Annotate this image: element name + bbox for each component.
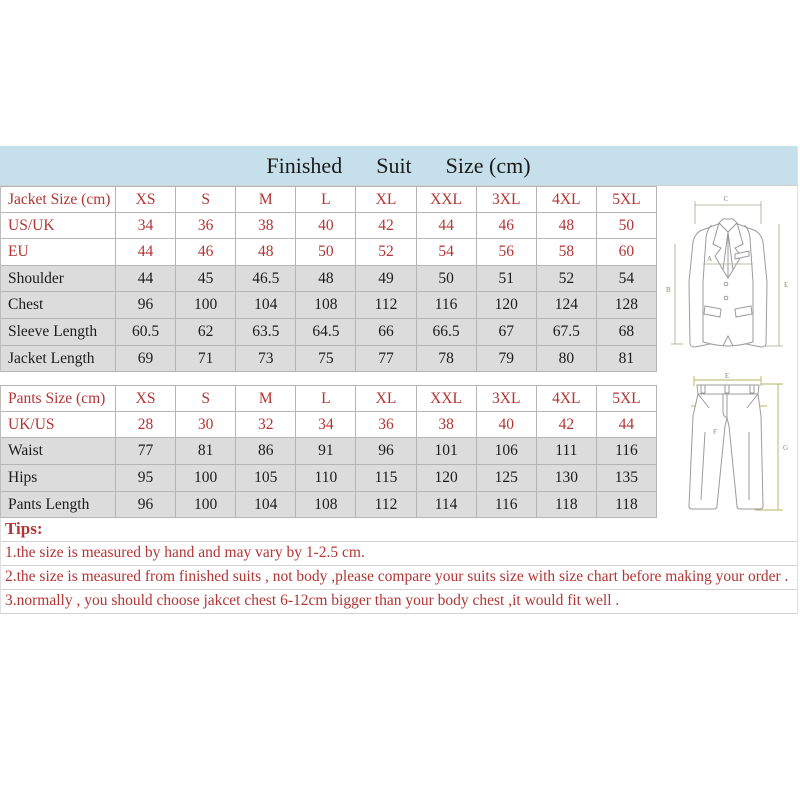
cell-value: 60.5 xyxy=(116,319,176,346)
cell-value: 49 xyxy=(356,266,416,293)
row-label: Shoulder xyxy=(1,266,116,293)
cell-value: 128 xyxy=(597,292,657,319)
cell-value: 91 xyxy=(296,438,356,465)
cell-value: 116 xyxy=(477,492,537,519)
cell-value: 34 xyxy=(116,213,176,240)
table-row xyxy=(1,239,657,266)
cell-value: 86 xyxy=(236,438,296,465)
table-row xyxy=(1,292,657,319)
cell-value: 130 xyxy=(537,465,597,492)
table-row xyxy=(1,465,657,492)
chart-title-word: Suit xyxy=(376,152,412,178)
cell-value: 105 xyxy=(236,465,296,492)
cell-value: 116 xyxy=(417,292,477,319)
cell-value: 46.5 xyxy=(236,266,296,293)
cell-value: 64.5 xyxy=(296,319,356,346)
cell-value: 50 xyxy=(296,239,356,266)
cell-value: 106 xyxy=(477,438,537,465)
cell-value: 46 xyxy=(176,239,236,266)
cell-value: 114 xyxy=(417,492,477,519)
cell-value: 120 xyxy=(477,292,537,319)
cell-value: 66.5 xyxy=(417,319,477,346)
cell-value: 28 xyxy=(116,412,176,439)
tip-line: 2.the size is measured from finished suits , not body ,please compare your suits size with size chart before making your order . xyxy=(1,566,797,590)
cell-value: 46 xyxy=(477,213,537,240)
row-label: Jacket Size (cm) xyxy=(1,186,116,213)
tip-line: 1.the size is measured by hand and may vary by 1-2.5 cm. xyxy=(1,542,797,566)
cell-value: 118 xyxy=(597,492,657,519)
svg-text:E: E xyxy=(784,281,789,289)
cell-value: 79 xyxy=(477,346,537,373)
cell-value: 36 xyxy=(176,213,236,240)
cell-value: 77 xyxy=(116,438,176,465)
table-row xyxy=(1,266,657,293)
svg-text:A: A xyxy=(707,255,713,263)
cell-value: 110 xyxy=(296,465,356,492)
svg-text:F: F xyxy=(713,428,717,436)
cell-value: 101 xyxy=(417,438,477,465)
cell-value: L xyxy=(296,385,356,412)
svg-text:C: C xyxy=(723,195,729,203)
table-row xyxy=(1,438,657,465)
cell-value: 125 xyxy=(477,465,537,492)
jacket-size-table xyxy=(0,186,657,372)
cell-value: 42 xyxy=(537,412,597,439)
cell-value: 135 xyxy=(597,465,657,492)
cell-value: 108 xyxy=(296,492,356,519)
tables-column xyxy=(0,186,657,518)
cell-value: 48 xyxy=(236,239,296,266)
cell-value: 5XL xyxy=(597,186,657,213)
row-label: Waist xyxy=(1,438,116,465)
cell-value: 66 xyxy=(356,319,416,346)
cell-value: XXL xyxy=(417,186,477,213)
table-row xyxy=(1,319,657,346)
cell-value: 4XL xyxy=(537,186,597,213)
row-label: Sleeve Length xyxy=(1,319,116,346)
row-label: Chest xyxy=(1,292,116,319)
cell-value: 44 xyxy=(417,213,477,240)
cell-value: 60 xyxy=(597,239,657,266)
size-chart-sheet xyxy=(0,146,798,614)
row-label: US/UK xyxy=(1,213,116,240)
cell-value: 115 xyxy=(356,465,416,492)
cell-value: L xyxy=(296,186,356,213)
cell-value: 3XL xyxy=(477,385,537,412)
cell-value: 104 xyxy=(236,492,296,519)
cell-value: 58 xyxy=(537,239,597,266)
chart-body xyxy=(0,186,797,518)
cell-value: 78 xyxy=(417,346,477,373)
tips-title: Tips: xyxy=(1,518,797,542)
cell-value: 96 xyxy=(116,292,176,319)
cell-value: XL xyxy=(356,186,416,213)
row-label: EU xyxy=(1,239,116,266)
cell-value: 67.5 xyxy=(537,319,597,346)
cell-value: 118 xyxy=(537,492,597,519)
table-row xyxy=(1,346,657,373)
cell-value: 38 xyxy=(236,213,296,240)
cell-value: 108 xyxy=(296,292,356,319)
cell-value: 96 xyxy=(356,438,416,465)
cell-value: 100 xyxy=(176,292,236,319)
cell-value: 95 xyxy=(116,465,176,492)
table-row xyxy=(1,213,657,240)
cell-value: 38 xyxy=(417,412,477,439)
cell-value: 52 xyxy=(537,266,597,293)
cell-value: 32 xyxy=(236,412,296,439)
svg-text:B: B xyxy=(666,286,671,294)
cell-value: 67 xyxy=(477,319,537,346)
svg-text:E: E xyxy=(724,372,730,380)
cell-value: 111 xyxy=(537,438,597,465)
svg-text:G: G xyxy=(783,444,789,452)
cell-value: 51 xyxy=(477,266,537,293)
cell-value: 44 xyxy=(116,266,176,293)
cell-value: 4XL xyxy=(537,385,597,412)
cell-value: 3XL xyxy=(477,186,537,213)
cell-value: 40 xyxy=(477,412,537,439)
cell-value: 81 xyxy=(176,438,236,465)
cell-value: 44 xyxy=(116,239,176,266)
row-label: Pants Size (cm) xyxy=(1,385,116,412)
cell-value: 30 xyxy=(176,412,236,439)
cell-value: 42 xyxy=(356,213,416,240)
cell-value: 96 xyxy=(116,492,176,519)
cell-value: 50 xyxy=(417,266,477,293)
table-row xyxy=(1,385,657,412)
cell-value: 77 xyxy=(356,346,416,373)
cell-value: 36 xyxy=(356,412,416,439)
tips-list xyxy=(1,542,797,614)
cell-value: 112 xyxy=(356,292,416,319)
table-row xyxy=(1,186,657,213)
cell-value: 40 xyxy=(296,213,356,240)
cell-value: 68 xyxy=(597,319,657,346)
cell-value: 73 xyxy=(236,346,296,373)
cell-value: 81 xyxy=(597,346,657,373)
row-label: Hips xyxy=(1,465,116,492)
cell-value: XS xyxy=(116,186,176,213)
cell-value: 54 xyxy=(417,239,477,266)
table-row xyxy=(1,412,657,439)
cell-value: M xyxy=(236,186,296,213)
cell-value: 34 xyxy=(296,412,356,439)
chart-title-word: Size (cm) xyxy=(445,152,531,178)
cell-value: 48 xyxy=(296,266,356,293)
cell-value: 45 xyxy=(176,266,236,293)
cell-value: 54 xyxy=(597,266,657,293)
cell-value: S xyxy=(176,385,236,412)
table-gap xyxy=(0,372,657,385)
cell-value: 120 xyxy=(417,465,477,492)
cell-value: 5XL xyxy=(597,385,657,412)
cell-value: 104 xyxy=(236,292,296,319)
cell-value: 50 xyxy=(597,213,657,240)
cell-value: 71 xyxy=(176,346,236,373)
cell-value: XS xyxy=(116,385,176,412)
cell-value: XL xyxy=(356,385,416,412)
jacket-diagram-icon xyxy=(657,186,797,372)
cell-value: 62 xyxy=(176,319,236,346)
cell-value: S xyxy=(176,186,236,213)
cell-value: M xyxy=(236,385,296,412)
cell-value: 112 xyxy=(356,492,416,519)
cell-value: 44 xyxy=(597,412,657,439)
tip-line: 3.normally , you should choose jakcet chest 6-12cm bigger than your body chest ,it would fit well . xyxy=(1,590,797,614)
row-label: Jacket Length xyxy=(1,346,116,373)
pants-size-table xyxy=(0,385,657,518)
chart-title xyxy=(0,146,797,186)
row-label: UK/US xyxy=(1,412,116,439)
cell-value: XXL xyxy=(417,385,477,412)
table-row xyxy=(1,492,657,519)
cell-value: 75 xyxy=(296,346,356,373)
cell-value: 48 xyxy=(537,213,597,240)
cell-value: 124 xyxy=(537,292,597,319)
cell-value: 116 xyxy=(597,438,657,465)
chart-title-word: Finished xyxy=(266,152,343,178)
figures-column xyxy=(657,186,797,518)
tips-section xyxy=(0,518,797,614)
cell-value: 100 xyxy=(176,465,236,492)
row-label: Pants Length xyxy=(1,492,116,519)
cell-value: 52 xyxy=(356,239,416,266)
cell-value: 80 xyxy=(537,346,597,373)
cell-value: 69 xyxy=(116,346,176,373)
cell-value: 100 xyxy=(176,492,236,519)
cell-value: 63.5 xyxy=(236,319,296,346)
pants-diagram-icon xyxy=(657,372,797,518)
cell-value: 56 xyxy=(477,239,537,266)
